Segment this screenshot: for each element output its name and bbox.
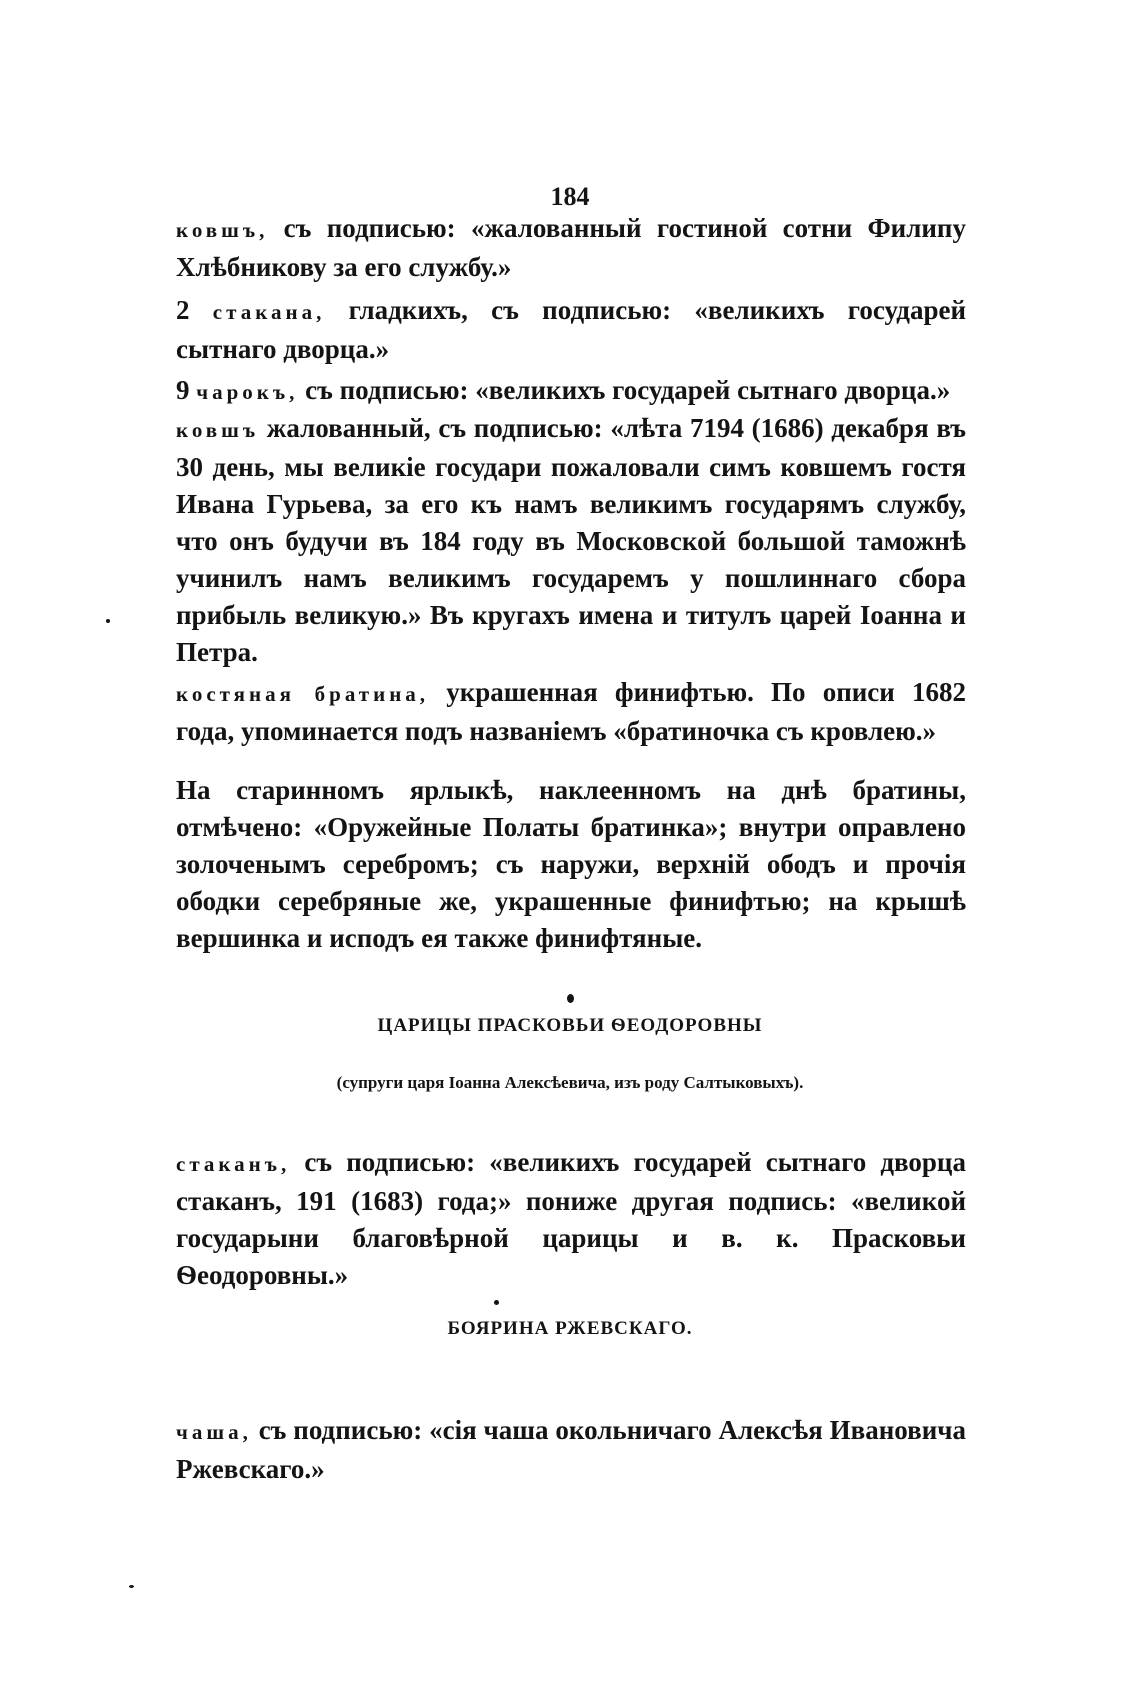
entry-kovsh-guriev <box>176 410 966 671</box>
entry-title: ковшъ <box>176 418 260 442</box>
entry-glass-praskovia <box>176 1144 966 1294</box>
entry-count: 9 <box>176 375 197 405</box>
entry-chasha-rzhevsky <box>176 1412 966 1488</box>
entry-text: жалованный, съ подписью: «лѣта 7194 (1686) декабря въ 30 день, мы великіе государи пожаловали симъ ковшемъ гостя Ивана Гурьева, за его къ намъ великимъ государямъ службу, что онъ будучи въ 184 году въ Московской большой таможнѣ учинилъ намъ великимъ государемъ у пошлиннаго сбора прибыль великую.» Въ кругахъ имена и титулъ царей Іоанна и Петра. <box>176 413 966 667</box>
speck-mark <box>106 619 110 623</box>
entry-title: костяная братина, <box>176 682 430 706</box>
entry-nine-cups <box>176 372 966 411</box>
entry-title: чаша, <box>176 1420 252 1444</box>
section-subheading: (супруги царя Іоанна Алексѣевича, изъ роду Салтыковыхъ). <box>336 1073 804 1092</box>
ornament-dot <box>494 1300 499 1305</box>
entry-text: украшенная финифтью. По описи 1682 года, упоминается подъ названіемъ «братиночка съ кровлею.» <box>176 677 966 746</box>
entry-title: стаканъ, <box>176 1152 291 1176</box>
entry-kovsh-khlebnikov <box>176 210 966 286</box>
page-number: 184 <box>550 182 590 211</box>
entry-text: съ подписью: «великихъ государей сытнаго дворца стаканъ, 191 (1683) года;» пониже другая подпись: «великой государыни благовѣрной царицы и в. к. Прасковьи Ѳеодоровны.» <box>176 1147 966 1290</box>
entry-text: съ подписью: «великихъ государей сытнаго дворца.» <box>298 375 951 405</box>
entry-two-glasses <box>176 292 966 368</box>
entry-old-label <box>176 772 966 957</box>
ornament-dot <box>567 994 574 1003</box>
entry-title: стакана, <box>212 300 326 324</box>
entry-text: гладкихъ, съ подписью: «великихъ государей сытнаго дворца.» <box>176 295 967 364</box>
entry-count: 2 <box>176 295 213 325</box>
section-heading: БОЯРИНА РЖЕВСКАГО. <box>447 1318 693 1339</box>
entry-text: На старинномъ ярлыкѣ, наклеенномъ на днѣ братины, отмѣчено: «Оружейные Полаты братинка»; внутри оправлено золоченымъ серебромъ; съ наружи, верхній ободъ и прочія ободки серебряные же, украшенные финифтью; на крышѣ вершинка и исподъ ея также финифтяные. <box>176 775 966 953</box>
entry-title: чарокъ, <box>196 380 299 404</box>
section-heading: ЦАРИЦЫ ПРАСКОВЬИ ѲЕОДОРОВНЫ <box>377 1015 763 1036</box>
entry-text: съ подписью: «жалованный гостиной сотни Филипу Хлѣбникову за его службу.» <box>176 213 966 282</box>
speck-mark <box>129 1585 134 1588</box>
entry-title: ковшъ, <box>176 218 269 242</box>
entry-bone-bratina <box>176 674 966 750</box>
entry-text: съ подписью: «сія чаша окольничаго Алексѣя Ивановича Ржевскаго.» <box>176 1415 966 1484</box>
